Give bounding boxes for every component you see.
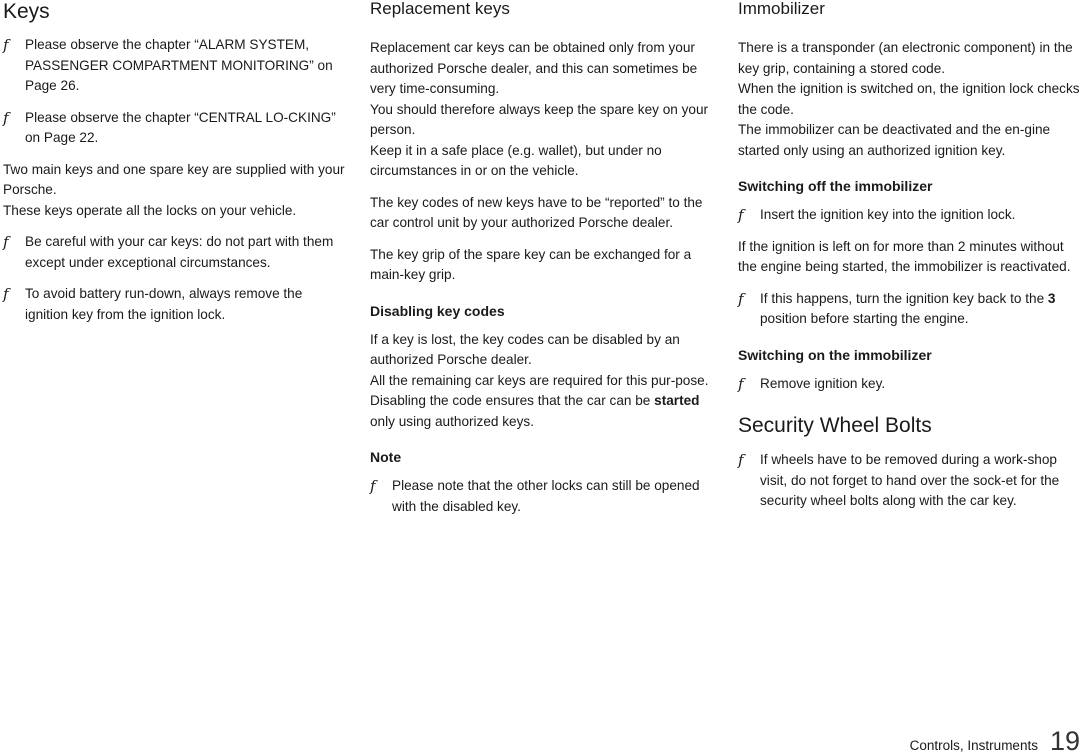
heading-security-wheel-bolts: Security Wheel Bolts xyxy=(738,414,932,437)
disabling-paragraph: If a key is lost, the key codes can be disabled by an authorized Porsche dealer. All the remaining car keys are required for this pur-pose. Disabling the code ensures that the car can be started only using authorized keys. xyxy=(370,331,709,429)
footer-section-title: Controls, Instruments xyxy=(909,738,1038,753)
bullet-marker: f xyxy=(738,374,744,393)
keys-paragraph: Two main keys and one spare key are supplied with your Porsche. These keys operate all the locks on your vehicle. xyxy=(3,161,345,218)
bullet-marker: f xyxy=(738,206,744,224)
page-number: 19 xyxy=(1049,726,1080,756)
bullet-remove-key: f Remove ignition key. xyxy=(738,374,886,393)
bullet-insert-key: f Insert the ignition key into the ignition lock. xyxy=(738,206,1016,224)
column-keys xyxy=(3,0,346,336)
heading-replacement-keys: Replacement keys xyxy=(370,0,510,18)
bullet-careful-keys: f Be careful with your car keys: do not part with them except under exceptional circumstances. xyxy=(3,233,334,270)
immobilizer-paragraph: There is a transponder (an electronic component) in the key grip, containing a stored code. When the ignition is switched on, the ignition lock checks the code. The immobilizer can be deactivated and the en-gine started only using an authorized ignition key. xyxy=(738,40,1080,158)
heading-note: Note xyxy=(370,449,402,465)
bullet-marker: f xyxy=(738,289,744,308)
bullet-marker: f xyxy=(370,477,376,495)
heading-disabling-key-codes: Disabling key codes xyxy=(370,302,505,319)
bullet-central-locking-ref: f Please observe the chapter “CENTRAL LO-CKING” on Page 22. xyxy=(3,108,336,145)
bullet-marker: f xyxy=(3,36,9,54)
heading-switching-on: Switching on the immobilizer xyxy=(738,346,932,363)
replacement-paragraph-2: The key codes of new keys have to be “reported” to the car control unit by your authorized Porsche dealer. xyxy=(370,194,703,230)
bullet-alarm-ref: f Please observe the chapter “ALARM SYSTEM, PASSENGER COMPARTMENT MONITORING” on Page 26. xyxy=(3,36,333,93)
bullet-marker: f xyxy=(3,285,9,303)
column-immobilizer xyxy=(738,0,1084,523)
bullet-marker: f xyxy=(738,451,744,469)
heading-immobilizer: Immobilizer xyxy=(738,0,825,18)
reactivation-paragraph: If the ignition is left on for more than 2 minutes without the engine being started, the immobilizer is reactivated. xyxy=(738,238,1071,274)
replacement-paragraph-1: Replacement car keys can be obtained only from your authorized Porsche dealer, and this can sometimes be very time-consuming. You should therefore always keep the spare key on your person. Keep it in a safe place (e.g. wallet), but under no circumstances in or on the vehicle. xyxy=(370,40,709,178)
bullet-battery: f To avoid battery run-down, always remove the ignition key from the ignition lock. xyxy=(3,285,303,322)
bullet-marker: f xyxy=(3,233,9,251)
bullet-turn-key-back: f If this happens, turn the ignition key back to the 3 position before starting the engine. xyxy=(738,289,1056,326)
bullet-wheel-bolts: f If wheels have to be removed during a work-shop visit, do not forget to hand over the sock-et for the security wheel bolts along with the car key. xyxy=(738,451,1060,508)
page-footer xyxy=(910,727,1080,755)
column-replacement-keys xyxy=(370,0,716,528)
heading-keys: Keys xyxy=(3,0,50,23)
heading-switching-off: Switching off the immobilizer xyxy=(738,178,933,194)
replacement-paragraph-3: The key grip of the spare key can be exchanged for a main-key grip. xyxy=(370,246,692,282)
bullet-marker: f xyxy=(3,108,9,127)
bullet-other-locks: f Please note that the other locks can still be opened with the disabled key. xyxy=(370,477,700,514)
